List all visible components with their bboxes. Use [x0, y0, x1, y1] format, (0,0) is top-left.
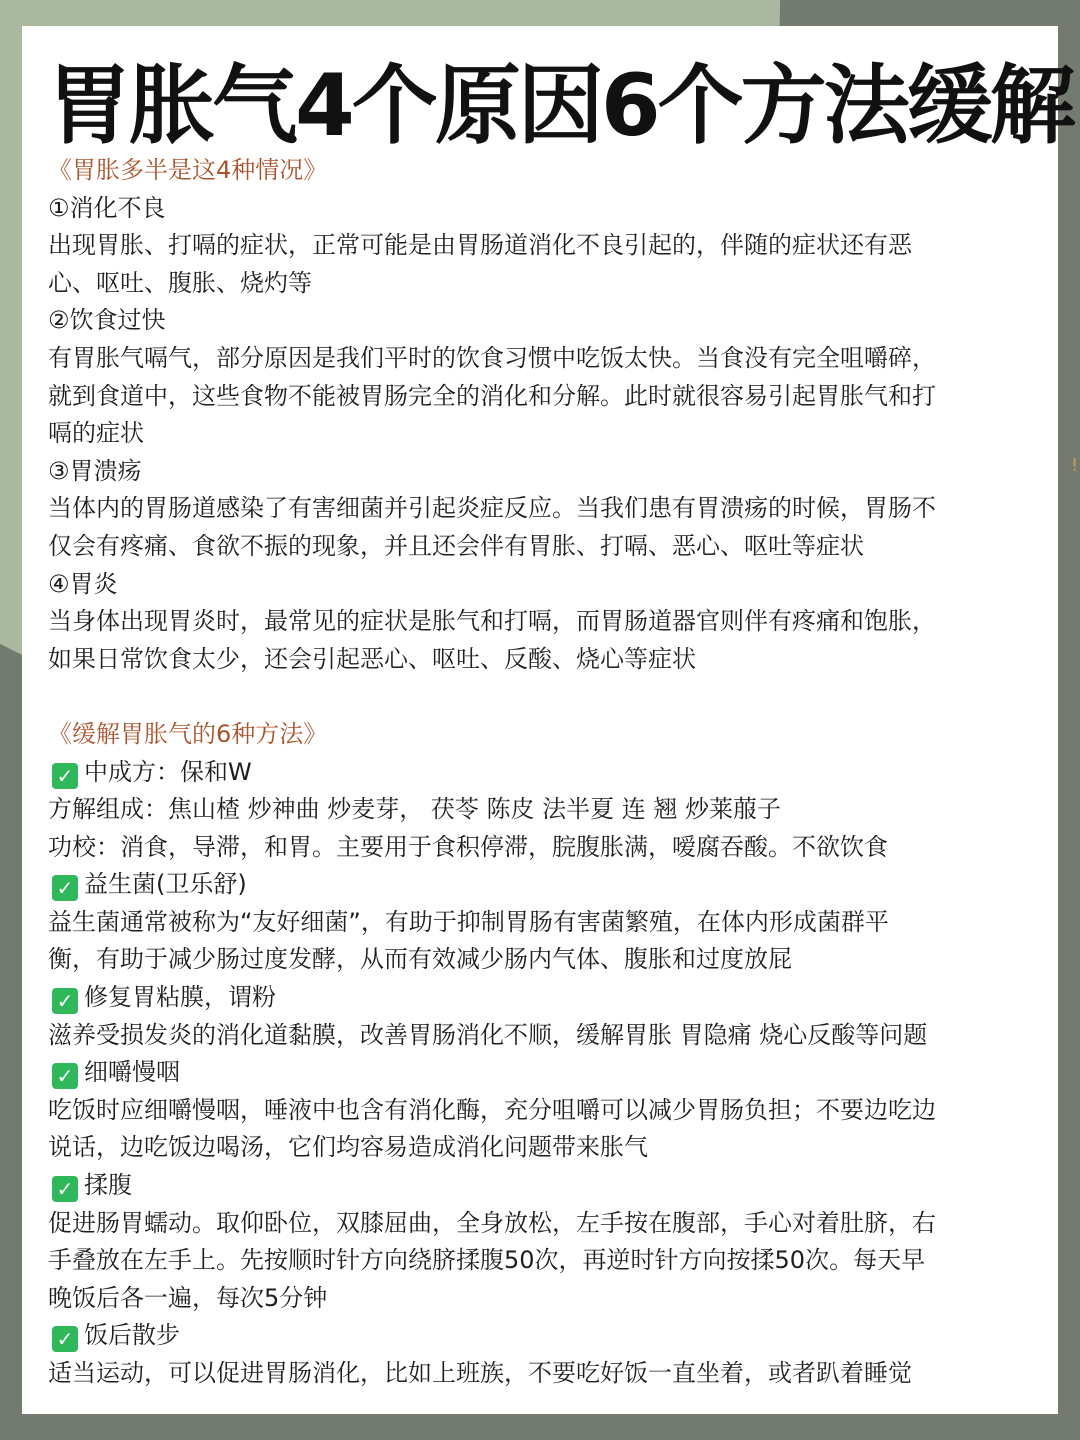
page-title: 胃胀气4个原因6个方法缓解	[46, 56, 1073, 156]
cause-text: 嗝的症状	[48, 419, 144, 448]
method-title	[48, 754, 1038, 792]
method-text: 方解组成：焦山楂 炒神曲 炒麦芽， 茯苓 陈皮 法半夏 连 翘 炒莱菔子	[48, 795, 782, 824]
section-spacer	[48, 678, 1038, 716]
method-title-label: 中成方：保和W	[84, 757, 252, 786]
note-content	[48, 152, 1038, 1393]
method-title-label: 修复胃粘膜，谓粉	[84, 983, 276, 1012]
cause-text: 如果日常饮食太少，还会引起恶心、呕吐、反酸、烧心等症状	[48, 644, 696, 673]
method-text: 晚饭后各一遍，每次5分钟	[48, 1283, 328, 1312]
method-title-label: 细嚼慢咽	[84, 1058, 180, 1087]
cause-text: 有胃胀气嗝气，部分原因是我们平时的饮食习惯中吃饭太快。当食没有完全咀嚼碎，	[48, 343, 936, 372]
cause-title: ④胃炎	[48, 569, 118, 598]
cause-text: 仅会有疼痛、食欲不振的现象，并且还会伴有胃胀、打嗝、恶心、呕吐等症状	[48, 531, 864, 560]
method-title	[48, 1167, 1038, 1205]
method-title	[48, 1317, 1038, 1355]
cause-text: 当体内的胃肠道感染了有害细菌并引起炎症反应。当我们患有胃溃疡的时候，胃肠不	[48, 494, 936, 523]
method-title-label: 益生菌(卫乐舒)	[84, 870, 247, 899]
cause-title: ①消化不良	[48, 193, 166, 222]
method-title	[48, 866, 1038, 904]
cause-text: 出现胃胀、打嗝的症状，正常可能是由胃肠道消化不良引起的，伴随的症状还有恶	[48, 231, 912, 260]
method-text: 手叠放在左手上。先按顺时针方向绕脐揉腹50次，再逆时针方向按揉50次。每天早	[48, 1246, 926, 1275]
check-mark-icon: ✓	[52, 1063, 78, 1089]
method-title-label: 饭后散步	[84, 1321, 180, 1350]
check-mark-icon: ✓	[52, 1326, 78, 1352]
method-text: 促进肠胃蠕动。取仰卧位，双膝屈曲，全身放松，左手按在腹部，手心对着肚脐，右	[48, 1208, 936, 1237]
method-text: 功校：消食，导滞，和胃。主要用于食积停滞，脘腹胀满，嗳腐吞酸。不欲饮食	[48, 832, 888, 861]
cause-title: ②饮食过快	[48, 306, 166, 335]
method-text: 滋养受损发炎的消化道黏膜，改善胃肠消化不顺，缓解胃胀 胃隐痛 烧心反酸等问题	[48, 1020, 928, 1049]
cause-text: 当身体出现胃炎时，最常见的症状是胀气和打嗝，而胃肠道器官则伴有疼痛和饱胀，	[48, 607, 936, 636]
check-mark-icon: ✓	[52, 763, 78, 789]
check-mark-icon: ✓	[52, 1176, 78, 1202]
note-card	[22, 26, 1073, 1414]
method-title-label: 揉腹	[84, 1171, 132, 1200]
cause-title: ③胃溃疡	[48, 456, 142, 485]
causes-heading: 《胃胀多半是这4种情况》	[48, 156, 328, 184]
check-mark-icon: ✓	[52, 988, 78, 1014]
method-text: 吃饭时应细嚼慢咽，唾液中也含有消化酶，充分咀嚼可以减少胃肠负担；不要边吃边	[48, 1095, 936, 1124]
method-text: 说话，边吃饭边喝汤，它们均容易造成消化问题带来胀气	[48, 1133, 648, 1162]
cause-text: 心、呕吐、腹胀、烧灼等	[48, 268, 312, 297]
methods-heading: 《缓解胃胀气的6种方法》	[48, 719, 328, 748]
cause-text: 就到食道中，这些食物不能被胃肠完全的消化和分解。此时就很容易引起胃胀气和打	[48, 381, 936, 410]
method-text: 衡，有助于减少肠过度发酵，从而有效减少肠内气体、腹胀和过度放屁	[48, 945, 792, 974]
method-title	[48, 1054, 1038, 1092]
check-mark-icon: ✓	[52, 875, 78, 901]
method-text: 益生菌通常被称为“友好细菌”，有助于抑制胃肠有害菌繁殖，在体内形成菌群平	[48, 907, 889, 936]
method-title	[48, 979, 1038, 1017]
edge-mark: !	[1071, 455, 1079, 476]
method-text: 适当运动，可以促进胃肠消化，比如上班族，不要吃好饭一直坐着，或者趴着睡觉	[48, 1359, 912, 1387]
